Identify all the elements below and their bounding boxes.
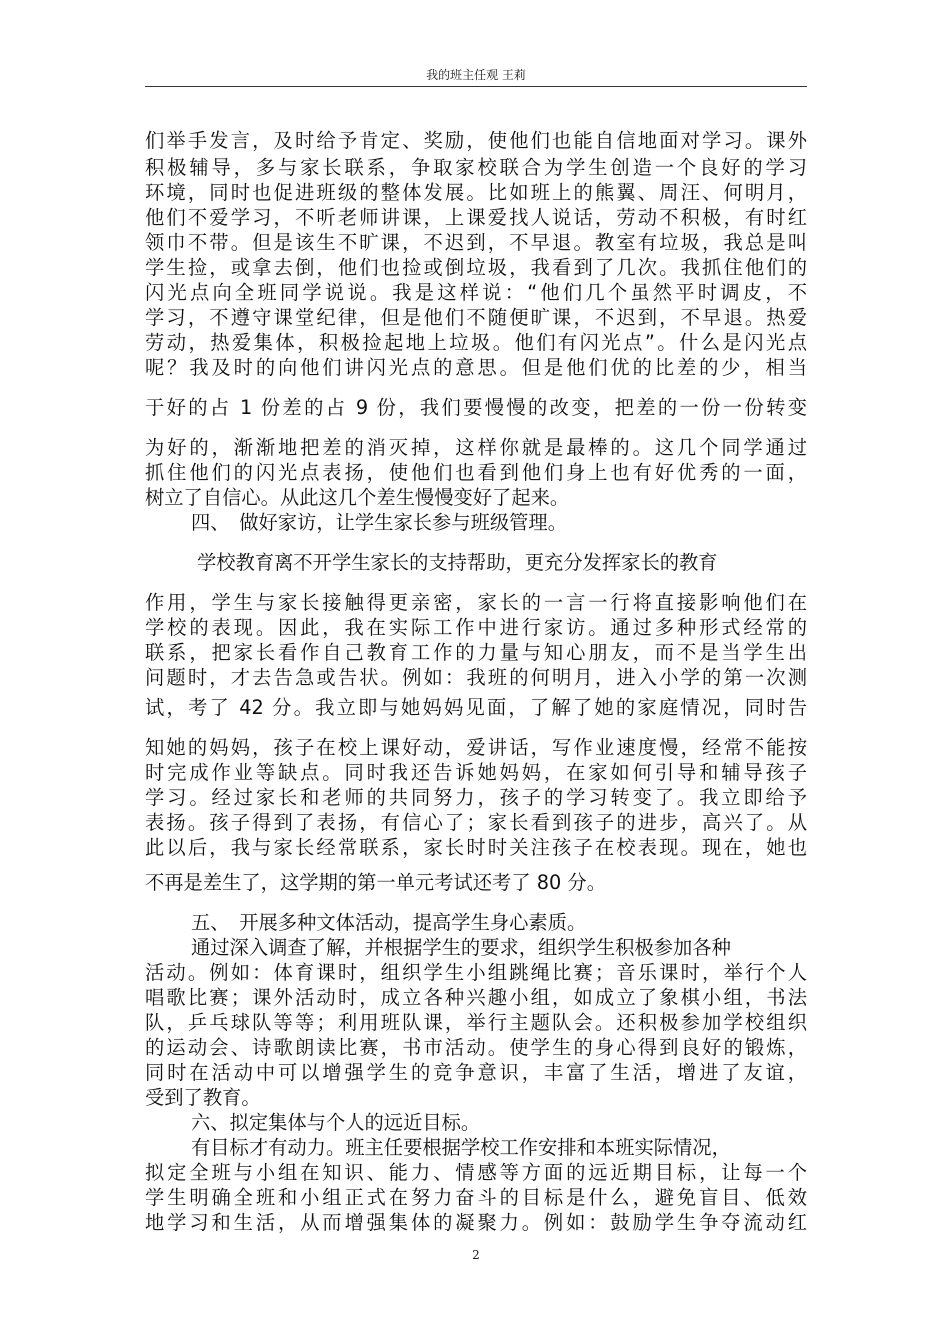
text-line: 学校教育离不开学生家长的支持帮助，更充分发挥家长的教育: [197, 551, 718, 574]
text-line: 受到了教育。: [145, 1086, 261, 1109]
header-rule: [145, 86, 807, 87]
running-header: 我的班主任观 王莉: [426, 68, 526, 82]
text-line: 活动。例如：体育课时，组织学生小组跳绳比赛；音乐课时，举行个人: [145, 961, 807, 984]
text-line: 闪光点向全班同学说说。我是这样说：“他们几个虽然平时调皮，不: [145, 281, 807, 304]
text-line: 们举手发言，及时给予肯定、奖励，使他们也能自信地面对学习。课外: [145, 129, 807, 152]
text-line: 试，考了 42 分。我立即与她妈妈见面，了解了她的家庭情况，同时告: [145, 696, 807, 719]
text-line: 作用，学生与家长接触得更亲密，家长的一言一行将直接影响他们在: [145, 591, 807, 614]
text-line: 呢？我及时的向他们讲闪光点的意思。但是他们优的比差的少，相当: [145, 356, 807, 379]
text-line: 队，乒乓球队等等；利用班队课，举行主题队会。还积极参加学校组织: [145, 1011, 807, 1034]
text-line: 劳动，热爱集体，积极捡起地上垃圾。他们有闪光点”。什么是闪光点: [145, 331, 807, 354]
text-line: 学校的表现。因此，我在实际工作中进行家访。通过多种形式经常的: [145, 616, 807, 639]
text-line: 学习。经过家长和老师的共同努力，孩子的学习转变了。我立即给予: [145, 786, 807, 809]
text-line: 环境，同时也促进班级的整体发展。比如班上的熊翼、周汪、何明月，: [145, 181, 807, 204]
text-line: 四、 做好家访，让学生家长参与班级管理。: [191, 511, 567, 534]
text-line: 的运动会、诗歌朗读比赛，书市活动。使学生的身心得到良好的锻炼，: [145, 1036, 807, 1059]
text-line: 此以后，我与家长经常联系，家长时时关注孩子在校表现。现在，她也: [145, 836, 807, 859]
text-line: 于好的占 1 份差的占 9 份，我们要慢慢的改变，把差的一份一份转变: [145, 396, 807, 419]
text-line: 有目标才有动力。班主任要根据学校工作安排和本班实际情况，: [191, 1136, 731, 1159]
text-line: 为好的，渐渐地把差的消灭掉，这样你就是最棒的。这几个同学通过: [145, 436, 807, 459]
text-line: 问题时，才去告急或告状。例如：我班的何明月，进入小学的第一次测: [145, 666, 807, 689]
text-line: 表扬。孩子得到了表扬，有信心了；家长看到孩子的进步，高兴了。从: [145, 811, 807, 834]
text-line: 通过深入调查了解，并根据学生的要求，组织学生积极参加各种: [191, 936, 731, 959]
text-line: 时完成作业等缺点。同时我还告诉她妈妈，在家如何引导和辅导孩子: [145, 761, 807, 784]
text-line: 积极辅导，多与家长联系，争取家校联合为学生创造一个良好的学习: [145, 156, 807, 179]
text-line: 领巾不带。但是该生不旷课，不迟到，不早退。教室有垃圾，我总是叫: [145, 231, 807, 254]
text-line: 五、 开展多种文体活动，提高学生身心素质。: [191, 911, 587, 934]
text-line: 学生捡，或拿去倒，他们也捡或倒垃圾，我看到了几次。我抓住他们的: [145, 256, 807, 279]
text-line: 拟定全班与小组在知识、能力、情感等方面的远近期目标，让每一个: [145, 1161, 807, 1184]
text-line: 联系，把家长看作自己教育工作的力量与知心朋友，而不是当学生出: [145, 641, 807, 664]
text-line: 知她的妈妈，孩子在校上课好动，爱讲话，写作业速度慢，经常不能按: [145, 736, 807, 759]
text-line: 不再是差生了，这学期的第一单元考试还考了 80 分。: [145, 871, 606, 894]
page-number: 2: [472, 1248, 480, 1262]
text-line: 抓住他们的闪光点表扬，使他们也看到他们身上也有好优秀的一面，: [145, 461, 807, 484]
text-line: 学生明确全班和小组正式在努力奋斗的目标是什么，避免盲目、低效: [145, 1186, 807, 1209]
text-line: 唱歌比赛；课外活动时，成立各种兴趣小组，如成立了象棋小组，书法: [145, 986, 807, 1009]
text-line: 他们不爱学习，不听老师讲课，上课爱找人说话，劳动不积极，有时红: [145, 206, 807, 229]
text-line: 同时在活动中可以增强学生的竞争意识，丰富了生活，增进了友谊，: [145, 1061, 807, 1084]
text-line: 六、拟定集体与个人的远近目标。: [191, 1111, 481, 1134]
text-line: 地学习和生活，从而增强集体的凝聚力。例如：鼓励学生争夺流动红: [145, 1211, 807, 1234]
text-line: 树立了自信心。从此这几个差生慢慢变好了起来。: [145, 486, 570, 509]
text-line: 学习，不遵守课堂纪律，但是他们不随便旷课，不迟到，不早退。热爱: [145, 306, 807, 329]
